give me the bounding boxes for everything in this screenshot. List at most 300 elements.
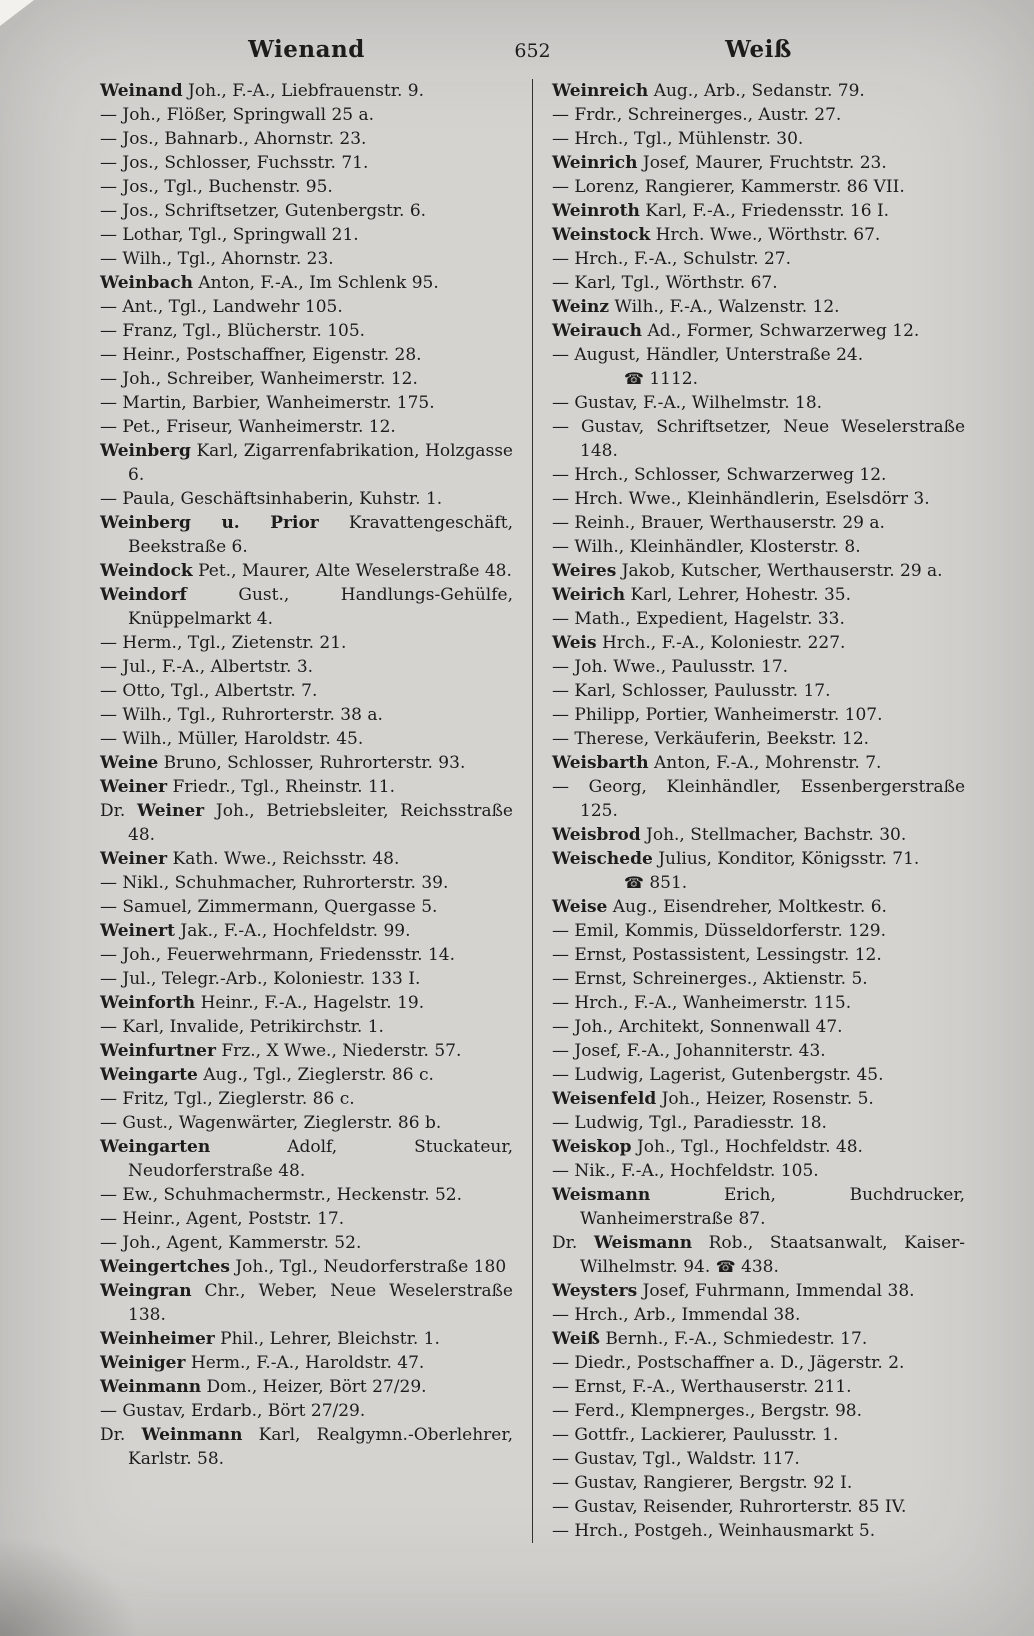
- directory-entry: [100, 1423, 513, 1471]
- surname: Weinz: [552, 297, 609, 317]
- directory-entry: [552, 1087, 965, 1111]
- directory-entry: [552, 151, 965, 175]
- entry-text: Joh., Schreiber, Wanheimerstr. 12.: [122, 369, 418, 389]
- entry-text: Philipp, Portier, Wanheimerstr. 107.: [574, 705, 883, 725]
- ditto-dash-icon: —: [100, 1209, 117, 1229]
- directory-entry: [100, 415, 513, 439]
- directory-entry: [100, 295, 513, 319]
- entry-text: Emil, Kommis, Düsseldorferstr. 129.: [574, 921, 887, 941]
- ditto-dash-icon: —: [552, 105, 569, 125]
- directory-entry: [552, 1111, 965, 1135]
- ditto-dash-icon: —: [552, 1497, 569, 1517]
- surname: Weisbrod: [552, 825, 641, 845]
- entry-text: Georg, Kleinhändler, Essenbergerstraße 125.: [580, 777, 965, 821]
- entry-text: Kath. Wwe., Reichsstr. 48.: [172, 849, 400, 869]
- entry-text: Karl, F.-A., Friedensstr. 16 I.: [645, 201, 890, 221]
- ditto-dash-icon: —: [552, 1353, 569, 1373]
- directory-entry: [552, 943, 965, 967]
- entry-text: August, Händler, Unterstraße 24.: [574, 345, 864, 365]
- ditto-dash-icon: —: [100, 153, 117, 173]
- directory-entry: [552, 1471, 965, 1495]
- name-prefix: Dr.: [100, 801, 126, 821]
- entry-text: Joh., Heizer, Rosenstr. 5.: [661, 1089, 874, 1109]
- surname: Weiß: [552, 1329, 600, 1349]
- directory-entry: [552, 1375, 965, 1399]
- directory-entry: [100, 1399, 513, 1423]
- surname: Weinfurtner: [100, 1041, 216, 1061]
- ditto-dash-icon: —: [100, 969, 117, 989]
- directory-entry: [100, 919, 513, 943]
- directory-entry: [552, 79, 965, 103]
- guide-word-right: Weiß: [725, 36, 792, 63]
- entry-text: Jakob, Kutscher, Werthauserstr. 29 a.: [621, 561, 943, 581]
- directory-entry: [552, 1303, 965, 1327]
- entry-text: Samuel, Zimmermann, Quergasse 5.: [122, 897, 438, 917]
- surname: Weischede: [552, 849, 653, 869]
- entry-text: Ad., Former, Schwarzerweg 12.: [647, 321, 920, 341]
- entry-text: Aug., Eisendreher, Moltkestr. 6.: [612, 897, 887, 917]
- entry-text: Hrch., Schlosser, Schwarzerweg 12.: [574, 465, 887, 485]
- directory-entry: [552, 103, 965, 127]
- directory-entry: [100, 79, 513, 103]
- ditto-dash-icon: —: [552, 129, 569, 149]
- directory-entry: [552, 1135, 965, 1159]
- surname: Weinforth: [100, 993, 196, 1013]
- page-header: [0, 0, 1034, 63]
- entry-text: Reinh., Brauer, Werthauserstr. 29 a.: [574, 513, 885, 533]
- entry-text: Hrch., F.-A., Koloniestr. 227.: [601, 633, 846, 653]
- directory-entry: [552, 415, 965, 463]
- ditto-dash-icon: —: [552, 249, 569, 269]
- ditto-dash-icon: —: [100, 369, 117, 389]
- entry-text: Hrch. Wwe., Wörthstr. 67.: [655, 225, 881, 245]
- entry-text: Joh., Architekt, Sonnenwall 47.: [574, 1017, 843, 1037]
- directory-entry: [552, 535, 965, 559]
- directory-entry: [100, 127, 513, 151]
- entry-text: Therese, Verkäuferin, Beekstr. 12.: [574, 729, 870, 749]
- surname: Weise: [552, 897, 608, 917]
- directory-entry: [100, 223, 513, 247]
- left-column: [100, 79, 513, 1543]
- directory-entry: [100, 847, 513, 871]
- directory-entry: [100, 175, 513, 199]
- directory-entry: [100, 439, 513, 487]
- surname: Weinmann: [141, 1425, 243, 1445]
- ditto-dash-icon: —: [552, 777, 569, 797]
- surname: Weingertches: [100, 1257, 230, 1277]
- directory-entry: [100, 1375, 513, 1399]
- directory-entry: [100, 199, 513, 223]
- entry-text: Joh., Feuerwehrmann, Friedensstr. 14.: [122, 945, 456, 965]
- ditto-dash-icon: —: [552, 1041, 569, 1061]
- entry-text: Friedr., Tgl., Rheinstr. 11.: [172, 777, 396, 797]
- ditto-dash-icon: —: [100, 1113, 117, 1133]
- directory-entry: [552, 175, 965, 199]
- ditto-dash-icon: —: [100, 681, 117, 701]
- entry-text: Franz, Tgl., Blücherstr. 105.: [122, 321, 366, 341]
- ditto-dash-icon: —: [100, 201, 117, 221]
- name-prefix: Dr.: [100, 1425, 126, 1445]
- directory-entry: [552, 391, 965, 415]
- entry-text: Dom., Heizer, Bört 27/29.: [206, 1377, 427, 1397]
- surname: Weiskop: [552, 1137, 632, 1157]
- entry-text: Rob., Staatsanwalt, Kaiser-Wilhelmstr. 94.: [580, 1233, 966, 1277]
- telephone-icon: ☎: [624, 369, 644, 388]
- directory-entry: [552, 703, 965, 727]
- directory-entry: [100, 343, 513, 367]
- ditto-dash-icon: —: [552, 609, 569, 629]
- directory-entry: [552, 1279, 965, 1303]
- entry-text: Gustav, Schriftsetzer, Neue Weselerstraße 148.: [580, 417, 966, 461]
- surname: Weiner: [100, 777, 168, 797]
- entry-text: Gottfr., Lackierer, Paulusstr. 1.: [574, 1425, 839, 1445]
- surname: Weiner: [137, 801, 205, 821]
- directory-entry: [552, 823, 965, 847]
- entry-text: Ludwig, Tgl., Paradiesstr. 18.: [574, 1113, 827, 1133]
- directory-entry: [552, 1447, 965, 1471]
- ditto-dash-icon: —: [100, 417, 117, 437]
- ditto-dash-icon: —: [100, 897, 117, 917]
- directory-entry: [552, 1495, 965, 1519]
- ditto-dash-icon: —: [100, 345, 117, 365]
- ditto-dash-icon: —: [100, 321, 117, 341]
- surname: Weysters: [552, 1281, 638, 1301]
- directory-entry: [100, 1063, 513, 1087]
- directory-entry: [552, 1039, 965, 1063]
- directory-entry: [552, 1231, 965, 1279]
- ditto-dash-icon: —: [552, 513, 569, 533]
- entry-text: Jak., F.-A., Hochfeldstr. 99.: [180, 921, 411, 941]
- directory-entry: [552, 1399, 965, 1423]
- directory-entry: [100, 679, 513, 703]
- surname: Weinroth: [552, 201, 640, 221]
- ditto-dash-icon: —: [552, 273, 569, 293]
- entry-text: Heinr., F.-A., Hagelstr. 19.: [200, 993, 425, 1013]
- directory-entry: [552, 991, 965, 1015]
- surname: Weismann: [593, 1233, 693, 1253]
- surname: Weinberg u. Prior: [100, 513, 319, 533]
- directory-entry: [100, 1255, 513, 1279]
- entry-text: Frdr., Schreinerges., Austr. 27.: [574, 105, 842, 125]
- directory-entry: [100, 1135, 513, 1183]
- directory-entry: [100, 271, 513, 295]
- ditto-dash-icon: —: [552, 729, 569, 749]
- entry-text: Gustav, Reisender, Ruhrorterstr. 85 IV.: [574, 1497, 907, 1517]
- entry-text: Ernst, Schreinerges., Aktienstr. 5.: [574, 969, 868, 989]
- ditto-dash-icon: —: [100, 129, 117, 149]
- directory-entry: [100, 967, 513, 991]
- directory-entry: [552, 343, 965, 391]
- entry-text: Hrch., F.-A., Schulstr. 27.: [574, 249, 791, 269]
- directory-entry: [552, 1351, 965, 1375]
- directory-entry: [552, 1423, 965, 1447]
- directory-entry: [100, 799, 513, 847]
- entry-text: Chr., Weber, Neue Weselerstraße 138.: [128, 1281, 513, 1325]
- directory-entry: [100, 511, 513, 559]
- entry-text: Joh., Tgl., Neudorferstraße 180: [235, 1257, 507, 1277]
- surname: Weinheimer: [100, 1329, 215, 1349]
- ditto-dash-icon: —: [552, 1017, 569, 1037]
- ditto-dash-icon: —: [552, 1449, 569, 1469]
- directory-entry: [552, 751, 965, 775]
- directory-entry: [552, 727, 965, 751]
- ditto-dash-icon: —: [100, 297, 117, 317]
- entry-text: Gust., Handlungs-Gehülfe, Knüppelmarkt 4.: [128, 585, 513, 629]
- entry-text: Hrch., Arb., Immendal 38.: [574, 1305, 801, 1325]
- entry-text: Jos., Bahnarb., Ahornstr. 23.: [122, 129, 367, 149]
- ditto-dash-icon: —: [100, 393, 117, 413]
- entry-text: Hrch., Tgl., Mühlenstr. 30.: [574, 129, 804, 149]
- directory-entry: [100, 943, 513, 967]
- directory-entry: [552, 1159, 965, 1183]
- surname: Weires: [552, 561, 617, 581]
- directory-entry: [100, 151, 513, 175]
- entry-text: Herm., F.-A., Haroldstr. 47.: [190, 1353, 425, 1373]
- phone-number: ☎ 1112.: [624, 369, 699, 389]
- ditto-dash-icon: —: [552, 1425, 569, 1445]
- directory-entry: [552, 607, 965, 631]
- ditto-dash-icon: —: [552, 945, 569, 965]
- entry-text: Jul., Telegr.-Arb., Koloniestr. 133 I.: [122, 969, 421, 989]
- directory-entry: [552, 271, 965, 295]
- surname: Weinberg: [100, 441, 191, 461]
- ditto-dash-icon: —: [552, 489, 569, 509]
- entry-text: Josef, Maurer, Fruchtstr. 23.: [642, 153, 887, 173]
- ditto-dash-icon: —: [552, 417, 569, 437]
- ditto-dash-icon: —: [552, 177, 569, 197]
- ditto-dash-icon: —: [552, 393, 569, 413]
- ditto-dash-icon: —: [552, 1473, 569, 1493]
- directory-entry: [100, 1087, 513, 1111]
- surname: Weinand: [100, 81, 183, 101]
- directory-entry: [100, 1279, 513, 1327]
- directory-entry: [100, 1351, 513, 1375]
- directory-entry: [552, 127, 965, 151]
- directory-entry: [552, 967, 965, 991]
- directory-entry: [552, 631, 965, 655]
- surname: Weingarten: [100, 1137, 211, 1157]
- entry-text: Anton, F.-A., Mohrenstr. 7.: [654, 753, 882, 773]
- entry-text: Gustav, Rangierer, Bergstr. 92 I.: [574, 1473, 853, 1493]
- entry-text: Karl, Zigarrenfabrikation, Holzgasse 6.: [128, 441, 513, 485]
- entry-text: Julius, Konditor, Königsstr. 71.: [658, 849, 920, 869]
- entry-text: Jos., Schriftsetzer, Gutenbergstr. 6.: [122, 201, 427, 221]
- directory-entry: [552, 847, 965, 895]
- entry-text: Otto, Tgl., Albertstr. 7.: [122, 681, 318, 701]
- surname: Weindock: [100, 561, 193, 581]
- directory-entry: [552, 487, 965, 511]
- directory-entry: [552, 247, 965, 271]
- directory-entry: [100, 1231, 513, 1255]
- surname: Weiniger: [100, 1353, 186, 1373]
- directory-entry: [100, 247, 513, 271]
- directory-entry: [552, 583, 965, 607]
- entry-text: Josef, F.-A., Johanniterstr. 43.: [574, 1041, 826, 1061]
- ditto-dash-icon: —: [552, 705, 569, 725]
- directory-entry: [100, 703, 513, 727]
- directory-entry: [552, 1015, 965, 1039]
- ditto-dash-icon: —: [552, 681, 569, 701]
- ditto-dash-icon: —: [100, 873, 117, 893]
- directory-entry: [552, 895, 965, 919]
- telephone-icon: ☎: [624, 873, 644, 892]
- ditto-dash-icon: —: [552, 1113, 569, 1133]
- directory-entry: [100, 367, 513, 391]
- directory-entry: [552, 655, 965, 679]
- entry-text: Heinr., Postschaffner, Eigenstr. 28.: [122, 345, 422, 365]
- directory-entry: [552, 1063, 965, 1087]
- guide-word-left: Wienand: [248, 36, 365, 63]
- entry-text: Hrch. Wwe., Kleinhändlerin, Eselsdörr 3.: [574, 489, 930, 509]
- entry-text: Wilh., Tgl., Ahornstr. 23.: [122, 249, 334, 269]
- column-divider: [532, 79, 533, 1543]
- entry-text: Erich, Buchdrucker, Wanheimerstraße 87.: [580, 1185, 966, 1229]
- entry-text: Karl, Invalide, Petrikirchstr. 1.: [122, 1017, 384, 1037]
- entry-text: Jos., Schlosser, Fuchsstr. 71.: [122, 153, 369, 173]
- directory-entry: [552, 295, 965, 319]
- ditto-dash-icon: —: [552, 1065, 569, 1085]
- entry-text: Kravattengeschäft, Beekstraße 6.: [128, 513, 513, 557]
- ditto-dash-icon: —: [100, 945, 117, 965]
- directory-entry: [100, 871, 513, 895]
- entry-text: Josef, Fuhrmann, Immendal 38.: [642, 1281, 915, 1301]
- ditto-dash-icon: —: [552, 1377, 569, 1397]
- directory-entry: [100, 391, 513, 415]
- ditto-dash-icon: —: [552, 993, 569, 1013]
- ditto-dash-icon: —: [100, 1185, 117, 1205]
- entry-text: Joh., Agent, Kammerstr. 52.: [122, 1233, 362, 1253]
- entry-text: Phil., Lehrer, Bleichstr. 1.: [220, 1329, 440, 1349]
- entry-text: Adolf, Stuckateur, Neudorferstraße 48.: [128, 1137, 514, 1181]
- entry-text: Joh., Flößer, Springwall 25 a.: [122, 105, 375, 125]
- entry-text: Ernst, Postassistent, Lessingstr. 12.: [574, 945, 882, 965]
- entry-text: Karl, Lehrer, Hohestr. 35.: [630, 585, 852, 605]
- entry-text: Ludwig, Lagerist, Gutenbergstr. 45.: [574, 1065, 884, 1085]
- directory-entry: [552, 1519, 965, 1543]
- entry-text: Paula, Geschäftsinhaberin, Kuhstr. 1.: [122, 489, 443, 509]
- ditto-dash-icon: —: [100, 1089, 117, 1109]
- entry-text: Joh., Betriebsleiter, Reichsstraße 48.: [128, 801, 513, 845]
- ditto-dash-icon: —: [552, 537, 569, 557]
- entry-text: Fritz, Tgl., Zieglerstr. 86 c.: [122, 1089, 355, 1109]
- directory-entry: [100, 487, 513, 511]
- right-column: [552, 79, 965, 1543]
- ditto-dash-icon: —: [552, 921, 569, 941]
- directory-columns: [0, 63, 1034, 1543]
- ditto-dash-icon: —: [100, 1017, 117, 1037]
- entry-text: Karl, Tgl., Wörthstr. 67.: [574, 273, 778, 293]
- surname: Weisbarth: [552, 753, 649, 773]
- ditto-dash-icon: —: [100, 177, 117, 197]
- entry-text: Karl, Schlosser, Paulusstr. 17.: [574, 681, 831, 701]
- entry-text: Aug., Arb., Sedanstr. 79.: [653, 81, 865, 101]
- entry-text: Gustav, Tgl., Waldstr. 117.: [574, 1449, 800, 1469]
- directory-entry: [100, 1207, 513, 1231]
- entry-text: Wilh., Kleinhändler, Klosterstr. 8.: [574, 537, 861, 557]
- ditto-dash-icon: —: [100, 225, 117, 245]
- directory-entry: [100, 895, 513, 919]
- surname: Weismann: [552, 1185, 651, 1205]
- ditto-dash-icon: —: [552, 1161, 569, 1181]
- scan-corner-artifact: [0, 0, 34, 26]
- directory-entry: [552, 559, 965, 583]
- directory-entry: [100, 751, 513, 775]
- entry-text: Math., Expedient, Hagelstr. 33.: [574, 609, 845, 629]
- entry-text: Jul., F.-A., Albertstr. 3.: [122, 657, 314, 677]
- directory-entry: [552, 199, 965, 223]
- entry-text: Lothar, Tgl., Springwall 21.: [122, 225, 359, 245]
- entry-text: Hrch., F.-A., Wanheimerstr. 115.: [574, 993, 852, 1013]
- entry-text: Joh., F.-A., Liebfrauenstr. 9.: [188, 81, 425, 101]
- entry-text: Joh. Wwe., Paulusstr. 17.: [574, 657, 789, 677]
- ditto-dash-icon: —: [100, 1233, 117, 1253]
- entry-text: Diedr., Postschaffner a. D., Jägerstr. 2.: [574, 1353, 905, 1373]
- surname: Weinbach: [100, 273, 193, 293]
- directory-entry: [552, 919, 965, 943]
- entry-text: Gustav, Erdarb., Bört 27/29.: [122, 1401, 366, 1421]
- directory-entry: [552, 223, 965, 247]
- ditto-dash-icon: —: [552, 969, 569, 989]
- ditto-dash-icon: —: [552, 465, 569, 485]
- directory-entry: [100, 1039, 513, 1063]
- directory-entry: [552, 1183, 965, 1231]
- directory-entry: [100, 655, 513, 679]
- entry-text: Herm., Tgl., Zietenstr. 21.: [122, 633, 347, 653]
- surname: Weinreich: [552, 81, 649, 101]
- ditto-dash-icon: —: [552, 657, 569, 677]
- entry-text: Ew., Schuhmachermstr., Heckenstr. 52.: [122, 1185, 463, 1205]
- ditto-dash-icon: —: [552, 1521, 569, 1541]
- surname: Weinert: [100, 921, 175, 941]
- ditto-dash-icon: —: [100, 105, 117, 125]
- directory-entry: [100, 319, 513, 343]
- directory-entry: [100, 1015, 513, 1039]
- surname: Weingarte: [100, 1065, 198, 1085]
- directory-entry: [552, 775, 965, 823]
- entry-text: Wilh., F.-A., Walzenstr. 12.: [614, 297, 840, 317]
- surname: Weirauch: [552, 321, 643, 341]
- directory-entry: [100, 1183, 513, 1207]
- phone-number: ☎ 851.: [624, 873, 688, 893]
- directory-entry: [552, 319, 965, 343]
- directory-entry: [100, 631, 513, 655]
- directory-entry: [100, 583, 513, 631]
- ditto-dash-icon: —: [100, 249, 117, 269]
- entry-text: Jos., Tgl., Buchenstr. 95.: [122, 177, 333, 197]
- entry-text: Karl, Realgymn.-Oberlehrer, Karlstr. 58.: [128, 1425, 514, 1469]
- directory-entry: [100, 103, 513, 127]
- directory-entry: [100, 1111, 513, 1135]
- entry-text: Pet., Friseur, Wanheimerstr. 12.: [122, 417, 396, 437]
- directory-entry: [100, 559, 513, 583]
- ditto-dash-icon: —: [552, 1401, 569, 1421]
- entry-text: Joh., Tgl., Hochfeldstr. 48.: [636, 1137, 863, 1157]
- entry-text: Wilh., Tgl., Ruhrorterstr. 38 a.: [122, 705, 383, 725]
- ditto-dash-icon: —: [552, 345, 569, 365]
- entry-text: Frz., X Wwe., Niederstr. 57.: [221, 1041, 462, 1061]
- directory-entry: [100, 775, 513, 799]
- entry-text: Gustav, F.-A., Wilhelmstr. 18.: [574, 393, 823, 413]
- surname: Weingran: [100, 1281, 192, 1301]
- directory-entry: [100, 727, 513, 751]
- surname: Weirich: [552, 585, 626, 605]
- entry-text: Nikl., Schuhmacher, Ruhrorterstr. 39.: [122, 873, 449, 893]
- directory-entry: [552, 679, 965, 703]
- entry-text: Bernh., F.-A., Schmiedestr. 17.: [605, 1329, 868, 1349]
- ditto-dash-icon: —: [100, 633, 117, 653]
- entry-text: Pet., Maurer, Alte Weselerstraße 48.: [198, 561, 512, 581]
- telephone-icon: ☎: [715, 1257, 736, 1276]
